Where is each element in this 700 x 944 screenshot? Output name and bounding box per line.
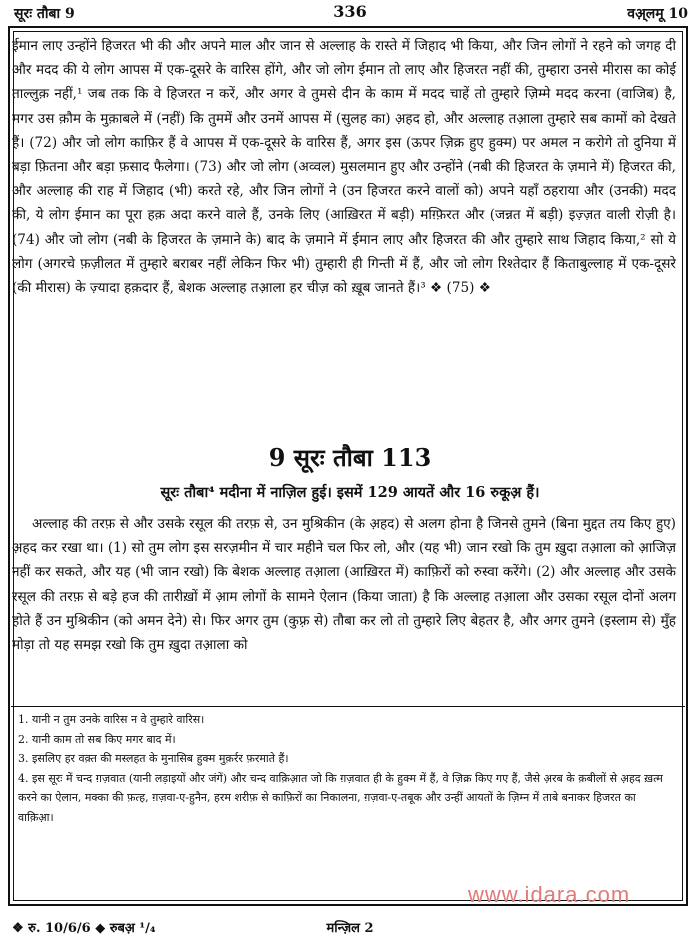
footer-manzil: मन्ज़िल 2 — [326, 921, 374, 936]
running-head-right: वअ़्लमू 10 — [627, 6, 688, 22]
passage-2: अल्लाह की तरफ़ से और उसके रसूल की तरफ़ से, उन मुश्रिकीन (के अ़हद) से अलग होना है जिनसे तुमने (बिना मुद्दत तय किए हुए) अ़हद कर रखा था। (1) सो तुम लोग इस सरज़मीन में चार महीने चल फिर लो, और (यह भी) जान रखो कि तुम ख़ुदा तआ़ला को आ़जिज़ नहीं कर सकते, और यह (भी जान रखो) कि बेशक अल्लाह तआ़ला (आख़िरत में) काफ़िरों को रुस्वा करेंगे। (2) और अल्लाह और उसके रसूल की तरफ़ से बड़े हज की तारीख़ों में आ़म लोगों के सामने ऐलान (किया जाता) है कि अल्लाह तआ़ला और उसका रसूल दोनों अलग होते हैं उन मुश्रिकीन (को अमन देने) से। फिर अगर तुम (कुफ़्र से) तौबा कर लो तो तुम्हारे लिए बेहतर है, और अगर तुमने (इस्लाम से) मुँह मोड़ा तो यह समझ रखो कि तुम ख़ुदा तआ़ला को — [12, 516, 676, 654]
footnote-2: 2. यानी काम तो सब किए मगर बाद में। — [18, 732, 176, 746]
footnotes — [18, 710, 674, 828]
footnote-4: 4. इस सूरः में चन्द ग़ज़वात (यानी लड़ाइयों और जंगें) और चन्द वाक़िआ़त जो कि ग़ज़वात ही के हुक्म में हैं, वे ज़िक्र किए गए हैं, जैसे अ़रब के क़बीलों से अ़हद ख़त्म करने का ऐलान, मक्का की फ़त्ह, ग़ज़वा-ए-हुनैन, हरम शरीफ़ से काफ़िरों का निकालना, ग़ज़वा-ए-तबूक और उन्हीं आयतों के ज़िम्न में ताबे बनाकर हिजरत का वाक़िआ़। — [18, 771, 663, 824]
footer-ruku-marker: ❖ रु. 10/6/6 ◆ रुबअ़ ¹/₄ — [12, 921, 156, 936]
footnote-1: 1. यानी न तुम उनके वारिस न वे तुम्हारे वारिस। — [18, 713, 205, 726]
passage-1: ईमान लाए उन्होंने हिजरत भी की और अपने माल और जान से अल्लाह के रास्ते में जिहाद भी किया, और जिन लोगों ने रहने को जगह दी और मदद की ये लोग आपस में एक-दूसरे के वारिस होंगे, और जो लोग ईमान तो लाए और हिजरत नहीं की, तुम्हारा उनसे मीरास का कोई ताल्लुक़ नहीं,¹ जब तक कि वे हिजरत न करें, और अगर वे तुमसे दीन के काम में मदद चाहें तो तुम्हारे ज़िम्मे मदद करना (वाजिब) है, मगर उस क़ौम के मुक़ाबले में (नहीं) कि तुममें और उनमें आपस में (सुलह का) अ़हद हो, और अल्लाह तआ़ला तुम्हारे सब कामों को देखते हैं। (72) और जो लोग काफ़िर हैं वे आपस में एक-दूसरे के वारिस हैं, अगर इस (ऊपर ज़िक्र हुए हुक्म) पर अमल न करोगे तो दुनिया में बड़ा फ़ितना और बड़ा फ़साद फैलेगा। (73) और जो लोग (अव्वल) मुसलमान हुए और उन्होंने (नबी की हिजरत के ज़माने में) हिजरत की, और अल्लाह की राह में जिहाद (भी) करते रहे, और जिन लोगों ने (उन हिजरत करने वालों को) अपने यहाँ ठहराया और (उनकी) मदद की, ये लोग ईमान का पूरा हक़ अदा करने वाले हैं, उनके लिए (आख़िरत में बड़ी) मग़्फ़िरत और (जन्नत में बड़ी) इज़्ज़त वाली रोज़ी है। (74) और जो लोग (नबी के हिजरत के ज़माने के) बाद के ज़माने में ईमान लाए और हिजरत की और तुम्हारे साथ जिहाद किया,² सो ये लोग (अगरचे फ़ज़ीलत में तुम्हारे बराबर नहीं लेकिन फिर भी) तुम्हारी ही गिन्ती में हैं, और जो लोग रिश्तेदार हैं किताबुल्लाह में एक-दूसरे (की मीरास) के ज़्यादा हक़दार हैं, बेशक अल्लाह तआ़ला हर चीज़ को ख़ूब जानते हैं।³ ❖ (75) ❖ — [12, 38, 676, 297]
page-footer — [8, 914, 692, 938]
running-head-left: सूरः तौबा 9 — [14, 6, 75, 22]
footnote-divider — [11, 706, 685, 707]
watermark: www.idara.com — [468, 882, 631, 907]
sura-subtitle: सूरः तौबा⁴ मदीना में नाज़िल हुई। इसमें 129 आयतें और 16 रुकूअ़ हैं। — [160, 484, 540, 501]
sura-title: 9 सूरः तौबा 113 — [268, 443, 432, 472]
page-number: 336 — [333, 2, 367, 21]
page-header — [8, 2, 692, 24]
footnote-3: 3. इसलिए हर वक़्त की मस्लहत के मुनासिब हुक्म मुक़र्रर फ़रमाते हैं। — [18, 752, 289, 766]
